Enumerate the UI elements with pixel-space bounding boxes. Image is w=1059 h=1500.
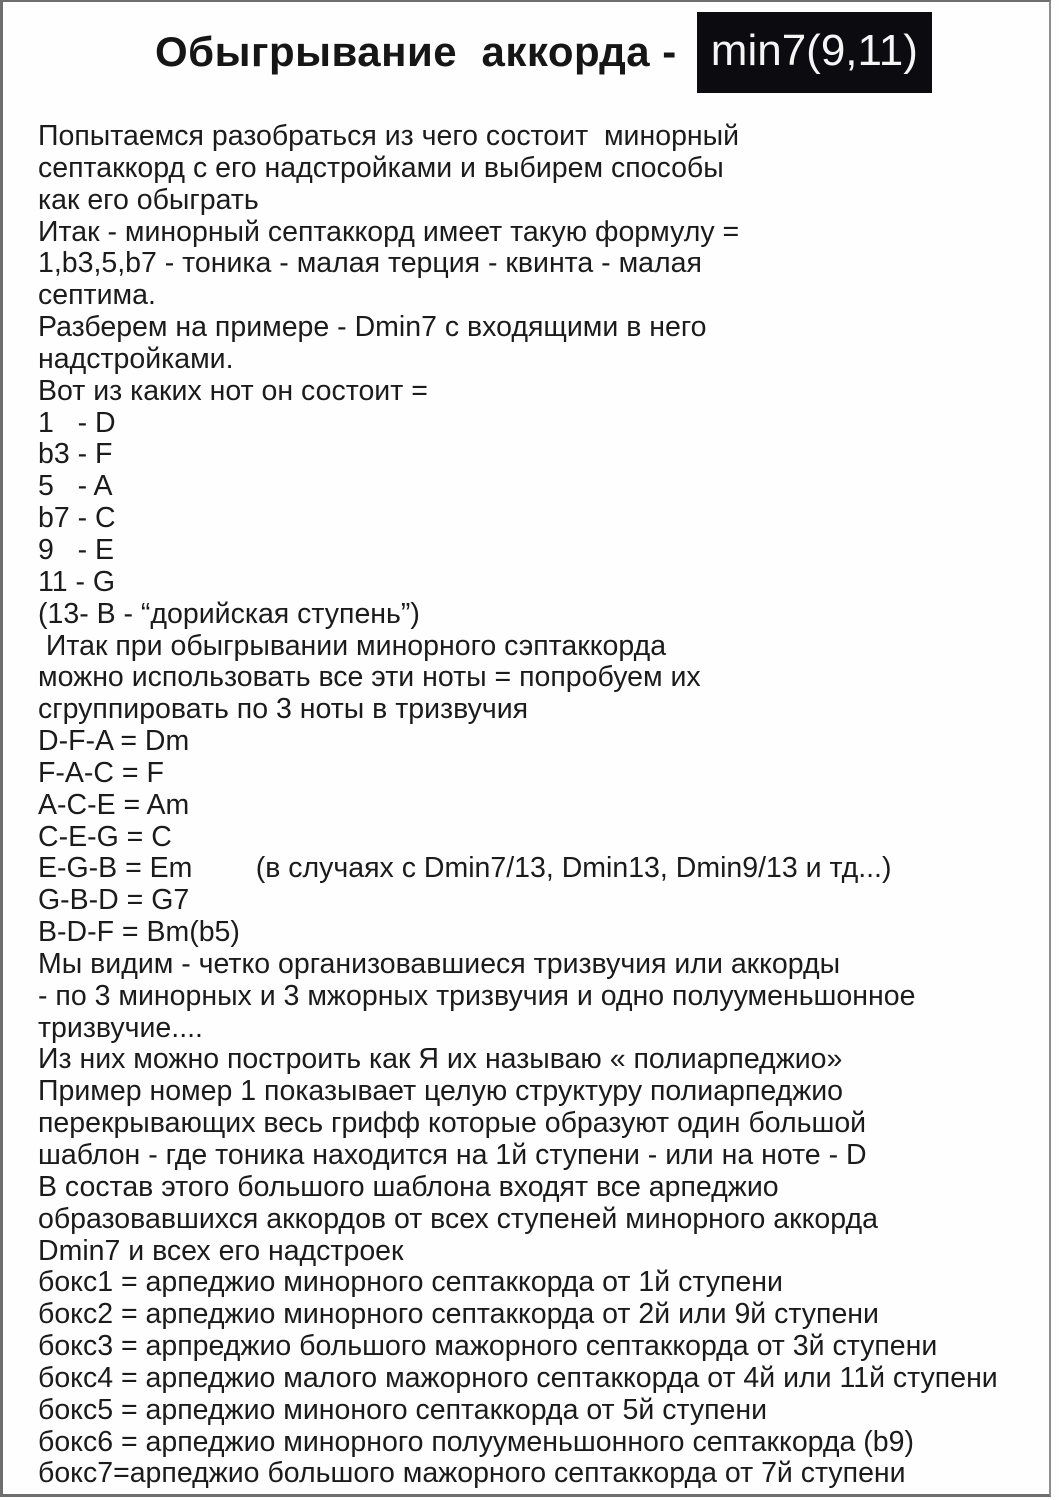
text-line: бокс7=арпеджио большого мажорного септаккорда от 7й ступени bbox=[38, 1457, 906, 1490]
text-line: Итак при обыгрывании минорного сэптаккорда bbox=[38, 629, 667, 662]
text-line: 9 - E bbox=[38, 533, 115, 566]
text-line: Вот из каких нот он состоит = bbox=[38, 374, 428, 407]
text-line: Из них можно построить как Я их называю « полиарпеджио» bbox=[38, 1043, 843, 1076]
text-line: b3 - F bbox=[38, 438, 113, 471]
text-line: D-F-A = Dm bbox=[38, 725, 190, 758]
text-line: образовавшихся аккордов от всех ступеней минорного аккорда bbox=[38, 1202, 878, 1235]
text-line: E-G-B = Em (в случаях с Dmin7/13, Dmin13, Dmin9/13 и тд...) bbox=[38, 852, 892, 885]
text-line: бокс1 = арпеджио минорного септаккорда от 1й ступени bbox=[38, 1266, 783, 1299]
text-line: 1 - D bbox=[38, 406, 116, 439]
text-line: B-D-F = Bm(b5) bbox=[38, 916, 240, 949]
text-line: надстройками. bbox=[38, 342, 234, 375]
text-line: Итак - минорный септаккорд имеет такую формулу = bbox=[38, 215, 740, 248]
page-title: Обыгрывание аккорда - bbox=[155, 28, 677, 75]
text-line: Мы видим - четко организовавшиеся тризвучия или аккорды bbox=[38, 947, 841, 980]
text-line: C-E-G = C bbox=[38, 820, 172, 853]
text-line: шаблон - где тоника находится на 1й ступени - или на ноте - D bbox=[38, 1139, 867, 1171]
text-line: бокс3 = арпреджио большого мажорного септаккорда от 3й ступени bbox=[38, 1330, 938, 1363]
text-line: A-C-E = Am bbox=[38, 788, 190, 821]
text-line: септаккорд с его надстройками и выбирем способы bbox=[38, 151, 724, 184]
document-text-body bbox=[38, 121, 1038, 1490]
text-line: бокс5 = арпеджио миноного септаккорда от 5й ступени bbox=[38, 1393, 768, 1426]
text-line: 1,b3,5,b7 - тоника - малая терция - квинта - малая bbox=[38, 247, 702, 280]
text-line: как его обыграть bbox=[38, 183, 259, 216]
text-line: - по 3 минорных и 3 мжорных тризвучия и одно полууменьшонное bbox=[38, 979, 916, 1012]
text-line: бокс6 = арпеджио минорного полууменьшонного септаккорда (b9) bbox=[38, 1425, 914, 1458]
document-header bbox=[155, 8, 932, 96]
text-line: Пример номер 1 показывает целую структуру полиарпеджио bbox=[38, 1075, 844, 1108]
text-line: можно использовать все эти ноты = попробуем их bbox=[38, 661, 701, 694]
chord-name-badge: min7(9,11) bbox=[697, 12, 932, 93]
text-line: (13- B - “дорийская ступень”) bbox=[38, 597, 420, 630]
text-line: G-B-D = G7 bbox=[38, 884, 190, 917]
text-line: сгруппировать по 3 ноты в тризвучия bbox=[38, 693, 529, 726]
text-line: бокс4 = арпеджио малого мажорного септаккорда от 4й или 11й ступени bbox=[38, 1361, 998, 1394]
text-line: Разберем на примере - Dmin7 с входящими в него bbox=[38, 311, 707, 344]
text-line: 5 - A bbox=[38, 470, 113, 503]
text-line: Попытаемся разобраться из чего состоит минорный bbox=[38, 120, 740, 152]
text-line: септима. bbox=[38, 279, 156, 312]
text-line: F-A-C = F bbox=[38, 756, 164, 789]
text-line: 11 - G bbox=[38, 565, 116, 598]
text-line: В состав этого большого шаблона входят все арпеджио bbox=[38, 1170, 779, 1203]
text-line: b7 - C bbox=[38, 502, 116, 535]
text-line: тризвучие.... bbox=[38, 1011, 203, 1044]
text-line: Dmin7 и всех его надстроек bbox=[38, 1234, 404, 1267]
text-line: перекрывающих весь грифф которые образуют один большой bbox=[38, 1107, 867, 1140]
text-line: бокс2 = арпеджио минорного септаккорда от 2й или 9й ступени bbox=[38, 1298, 879, 1331]
